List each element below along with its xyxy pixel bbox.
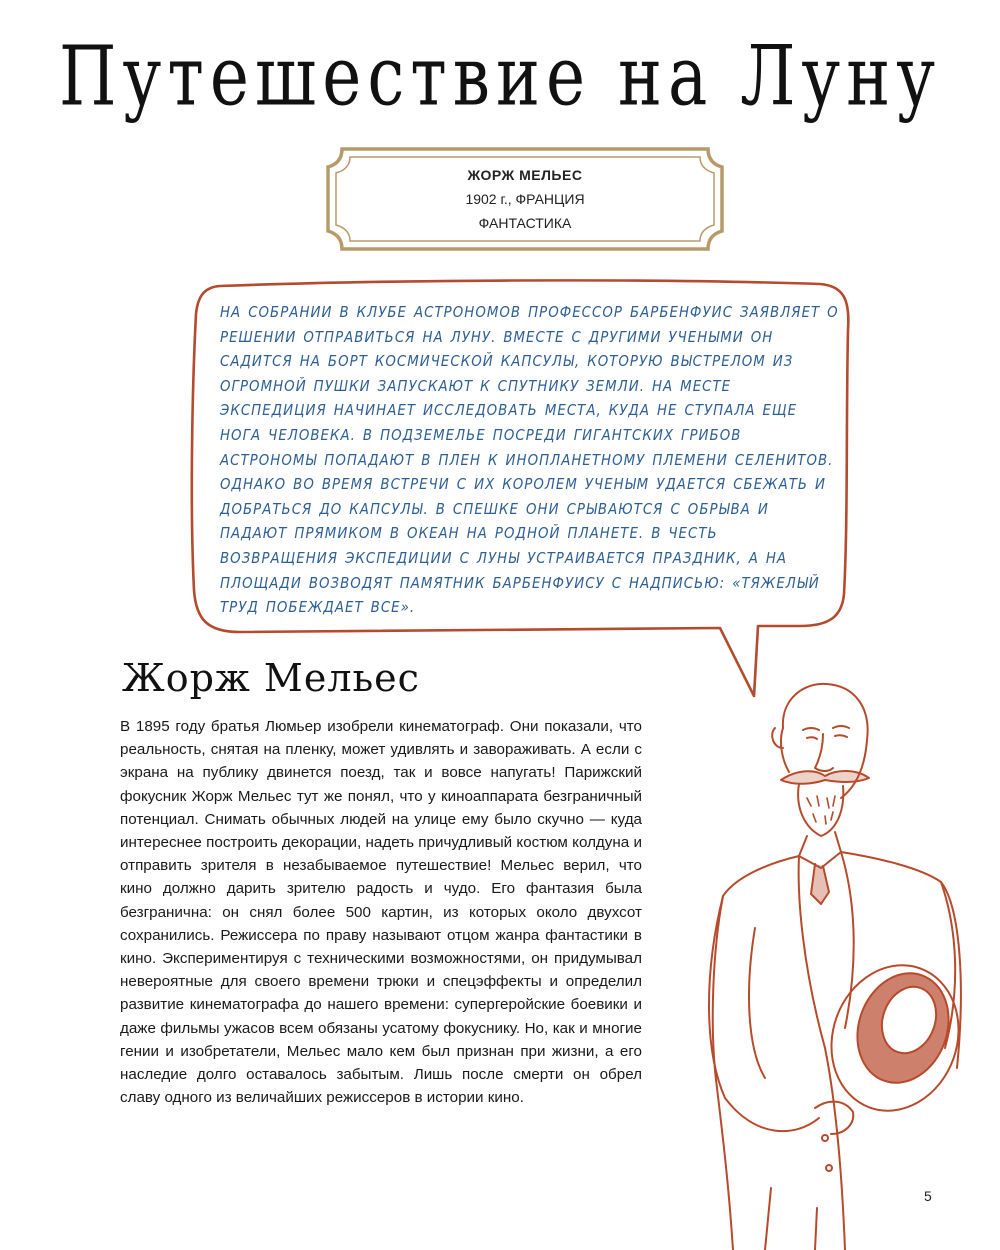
page-title: Путешествие на Луну: [58, 28, 942, 125]
biography-heading: Жорж Мельес: [122, 656, 420, 700]
biography-text: В 1895 году братья Люмьер изобрели кинематограф. Они показали, что реальность, снятая на пленку, может удивлять и завораживать. А если с экрана на публику двинется поезд, так и вовсе напугать! Парижский фокусник Жорж Мельес тут же понял, что у киноаппарата безграничный потенциал. Снимать обычных людей на улице ему было скучно — куда интереснее построить декорации, надеть причудливый костюм колдуна и отправить зрителя в незабываемое путешествие! Мельес верил, что кино должно дарить зрителю радость и чудо. Его фантазия была безгранична: он снял более 500 картин, из которых около двухсот сохранились. Режиссера по праву называют отцом жанра фантастики в кино. Экспериментируя с техническими возможностями, он придумывал невероятные для своего времени трюки и спецэффекты и определил развитие кинематографа до нашего времени: супергеройские боевики и даже фильмы ужасов всем обязаны усатому фокуснику. Но, как и многие гении и изобретатели, Мельес мало кем был признан при жизни, а его наследие долго оставалось забытым. Лишь после смерти он обрел славу одного из величайших режиссеров в истории кино.: [120, 718, 642, 1107]
film-director: ЖОРЖ МЕЛЬЕС: [467, 167, 583, 183]
film-info: [322, 145, 728, 253]
melies-illustration: [695, 668, 985, 1250]
film-genre: ФАНТАСТИКА: [478, 215, 572, 231]
synopsis-text: НА СОБРАНИИ В КЛУБЕ АСТРОНОМОВ ПРОФЕССОР БАРБЕНФУИС ЗАЯВЛЯЕТ О РЕШЕНИИ ОТПРАВИТЬСЯ НА ЛУНУ. ВМЕСТЕ С ДРУГИМИ УЧЕНЫМИ ОН САДИТСЯ НА БОРТ КОСМИЧЕСКОЙ КАПСУЛЫ, КОТОРУЮ ВЫСТРЕЛОМ ИЗ ОГРОМНОЙ ПУШКИ ЗАПУСКАЮТ К СПУТНИКУ ЗЕМЛИ. НА МЕСТЕ ЭКСПЕДИЦИЯ НАЧИНАЕТ ИССЛЕДОВАТЬ МЕСТА, КУДА НЕ СТУПАЛА ЕЩЕ НОГА ЧЕЛОВЕКА. В ПОДЗЕМЕЛЬЕ ПОСРЕДИ ГИГАНТСКИХ ГРИБОВ АСТРОНОМЫ ПОПАДАЮТ В ПЛЕН К ИНОПЛАНЕТНОМУ ПЛЕМЕНИ СЕЛЕНИТОВ. ОДНАКО ВО ВРЕМЯ ВСТРЕЧИ С ИХ КОРОЛЕМ УЧЕНЫМ УДАЕТСЯ СБЕЖАТЬ И ДОБРАТЬСЯ ДО КАПСУЛЫ. В СПЕШКЕ ОНИ СРЫВАЮТСЯ С ОБРЫВА И ПАДАЮТ ПРЯМИКОМ В ОКЕАН НА РОДНОЙ ПЛАНЕТЕ. В ЧЕСТЬ ВОЗВРАЩЕНИЯ ЭКСПЕДИЦИИ С ЛУНЫ УСТРАИВАЕТСЯ ПРАЗДНИК, А НА ПЛОЩАДИ ВОЗВОДЯТ ПАМЯТНИК БАРБЕНФУИСУ С НАДПИСЬЮ: «ТЯЖЕЛЫЙ ТРУД ПОБЕЖДАЕТ ВСЕ».: [220, 303, 839, 617]
page-number: 5: [924, 1188, 932, 1204]
film-year-country: 1902 г., ФРАНЦИЯ: [465, 191, 585, 207]
